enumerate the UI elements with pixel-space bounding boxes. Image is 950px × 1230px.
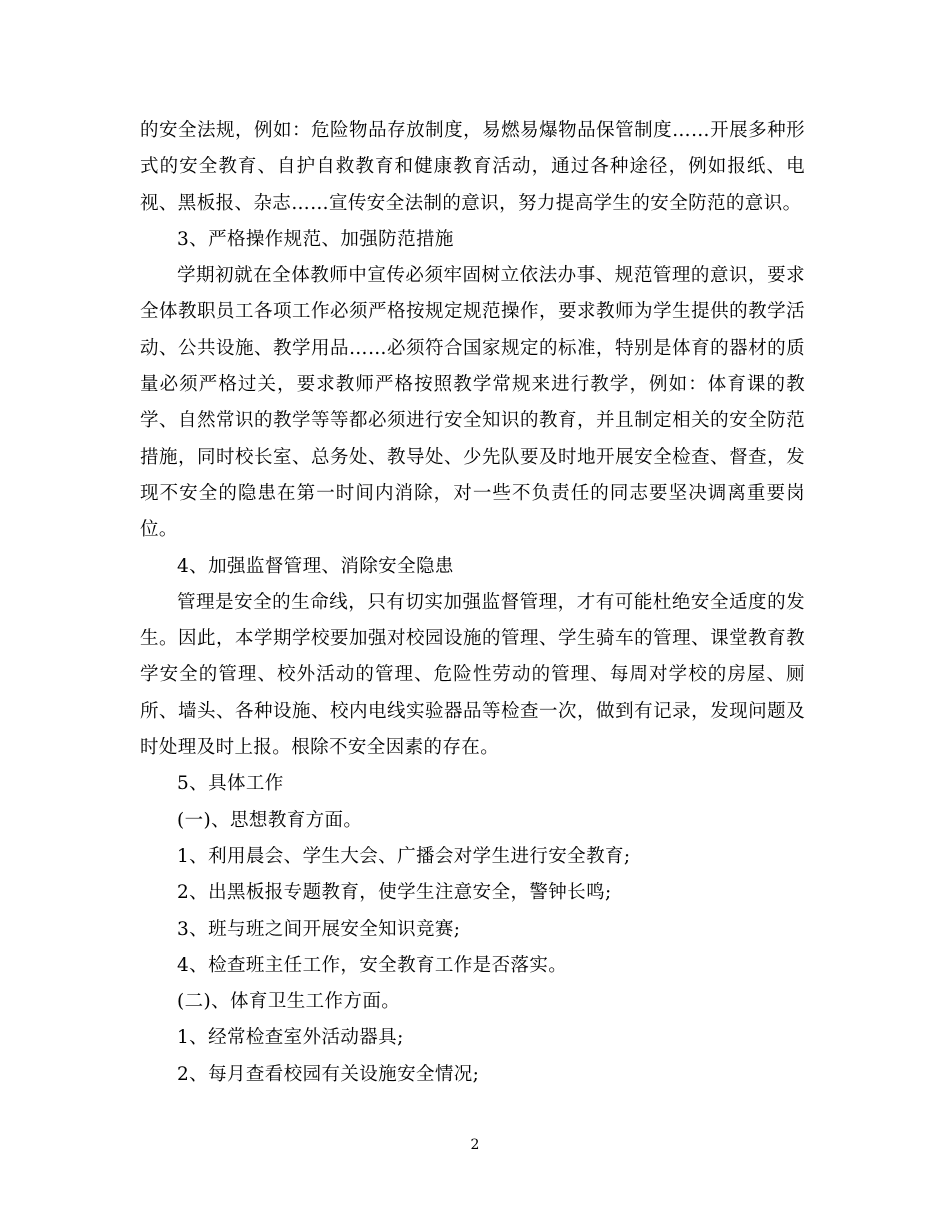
list-item: 3、班与班之间开展安全知识竞赛; [177,918,461,940]
paragraph-supervision: 管理是安全的生命线，只有切实加强监督管理，才有可能杜绝安全适度的发生。因此，本学期学校要加强对校园设施的管理、学生骑车的管理、课堂教育教学安全的管理、校外活动的管理、危险性劳动的管理、每周对学校的房屋、厕所、墙头、各种设施、校内电线实验器品等检查一次，做到有记录，发现问题及时处理及时上报。根除不安全因素的存在。 [140,591,805,759]
heading-item-5: 5、具体工作 [177,773,284,795]
document-body [140,113,805,1093]
list-item: 2、出黑板报专题教育，使学生注意安全，警钟长鸣; [177,882,612,904]
subheading-sports-hygiene: (二)、体育卫生工作方面。 [177,991,401,1013]
page-number: 2 [470,1137,480,1153]
subheading-ideological-education: (一)、思想教育方面。 [177,809,363,831]
paragraph-safety-regulations: 的安全法规，例如：危险物品存放制度，易燃易爆物品保管制度……开展多种形式的安全教育、自护自救教育和健康教育活动，通过各种途径，例如报纸、电视、黑板报、杂志……宣传安全法制的意识，努力提高学生的安全防范的意识。 [140,120,805,214]
heading-item-3: 3、严格操作规范、加强防范措施 [177,228,454,250]
list-item: 1、经常检查室外活动器具; [177,1027,404,1049]
heading-item-4: 4、加强监督管理、消除安全隐患 [177,555,454,577]
paragraph-operation-standards: 学期初就在全体教师中宣传必须牢固树立依法办事、规范管理的意识，要求全体教职员工各项工作必须严格按规定规范操作，要求教师为学生提供的教学活动、公共设施、教学用品……必须符合国家规定的标准，特别是体育的器材的质量必须严格过关，要求教师严格按照教学常规来进行教学，例如：体育课的教学、自然常识的教学等等都必须进行安全知识的教育，并且制定相关的安全防范措施，同时校长室、总务处、教导处、少先队要及时地开展安全检查、督查，发现不安全的隐患在第一时间内消除，对一些不负责任的同志要坚决调离重要岗位。 [140,265,805,541]
list-item: 2、每月查看校园有关设施安全情况; [177,1063,480,1085]
list-item: 4、检查班主任工作，安全教育工作是否落实。 [177,954,568,976]
list-item: 1、利用晨会、学生大会、广播会对学生进行安全教育; [177,845,631,867]
